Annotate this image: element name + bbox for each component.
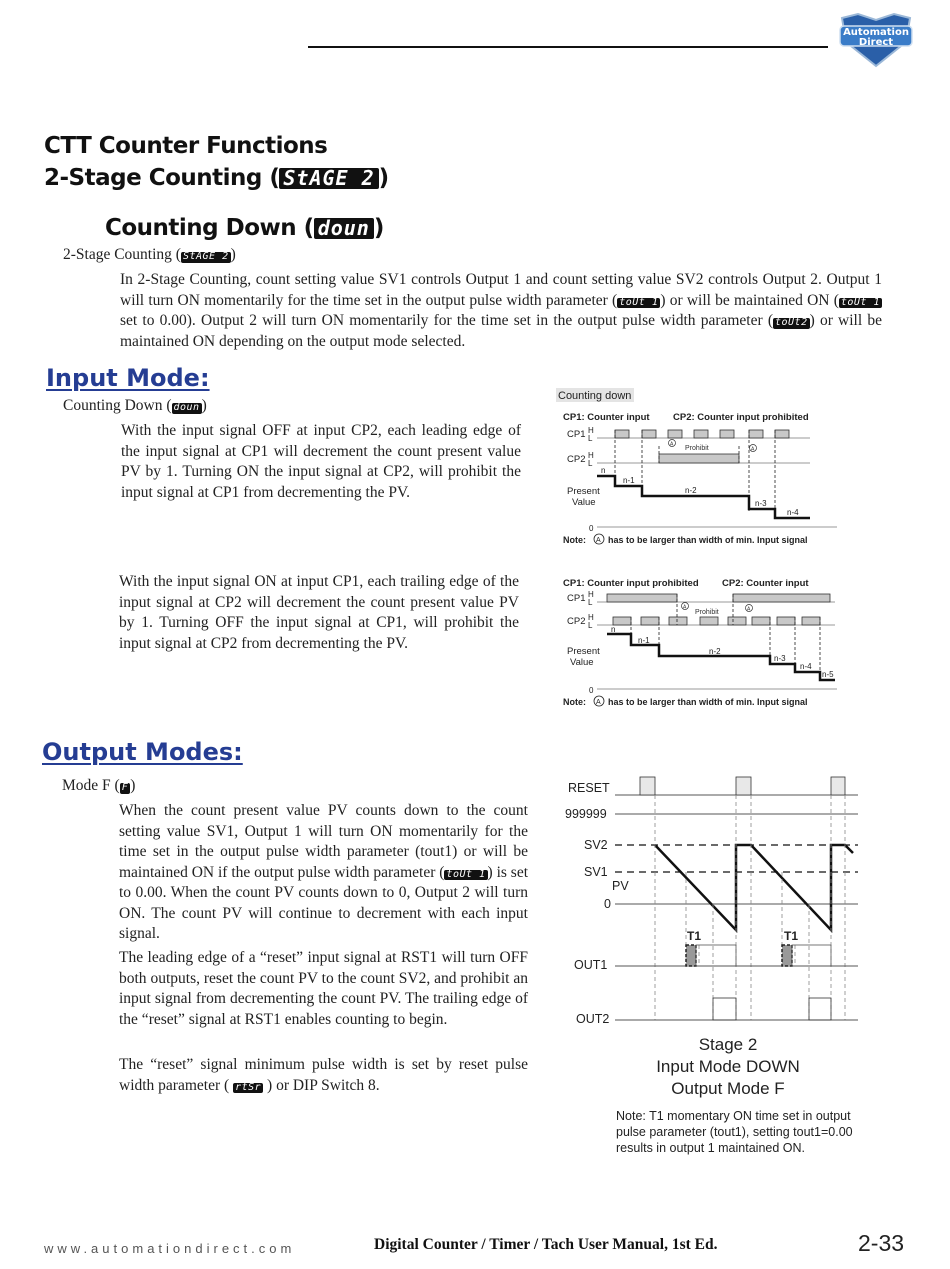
diagram2-hdr1: CP1: Counter input prohibited [563,578,699,589]
output-para1b: ) is set to 0.00. When the count PV counts down to 0, Output 2 will turn ON. The count PV will continue to decrement with each input signal. [119,863,529,942]
diagram2-zero: 0 [589,686,594,695]
caption-output-mode: Output Mode F [671,1079,785,1098]
diagram3-max: 999999 [565,807,607,821]
input-mode-heading: Input Mode: [46,364,210,392]
diagram3-t1-b: T1 [784,929,799,943]
output-para2: The leading edge of a “reset” input signal at RST1 will turn OFF both outputs, reset the count PV to the count SV2, and prohibit an input signal from decrementing the count PV. The trailing edge of the “reset” signal at RST1 enables counting to begin. [119,949,528,1028]
automationdirect-logo [838,12,914,68]
caption-input-mode: Input Mode DOWN [656,1057,800,1076]
diagram2-n3: n-3 [774,654,786,663]
intro-p4: ) or will be maintained ON depending on the output mode selected. [120,312,882,350]
diagram1-a1: A [670,441,674,448]
diagram2-note-text: has to be larger than width of min. Input signal [608,697,808,707]
rtsr-lcd: rtSr [235,1081,262,1093]
mode-f-lcd: F [121,782,129,793]
diagram1-cp1-l: L [588,434,593,443]
diagram3-sv1: SV1 [584,865,608,879]
diagram1-hdr2: CP2: Counter input prohibited [673,412,809,423]
intro-p3: set to 0.00). Output 2 will turn ON momentarily for the time set in the output pulse width parameter ( [120,312,773,329]
diagram1-n3: n-3 [755,499,767,508]
output-para1 [119,801,528,945]
intro-label-text: 2-Stage Counting ( [63,246,181,263]
intro-label-close: ) [230,246,236,263]
diagram2-n4: n-4 [800,662,812,671]
diagram2-prohibit: Prohibit [695,609,719,616]
diagram2-a1: A [683,604,687,611]
diagram1-cp2-h: H [588,451,594,460]
diagram2-n1: n-1 [638,636,650,645]
diagram1-cp1-h: H [588,426,594,435]
diagram2-n5: n-5 [822,670,834,679]
counting-down-diagram-2 [555,572,845,714]
output-para1a: When the count present value PV counts down to the count setting value SV1, Output 1 will turn ON momentarily for the time set in the output pulse width parameter (tout1) or will be maintained ON if the output pulse width parameter ( [119,802,528,881]
output-mode-f-diagram [560,770,860,1028]
diagram3-t1-a: T1 [687,929,702,943]
footer-title: Digital Counter / Timer / Tach User Manual, 1st Ed. [374,1236,718,1253]
diagram1-n: n [601,466,606,475]
diagram2-n: n [611,625,616,634]
diagram2-present: Present [567,646,600,657]
diagram2-cp2: CP2 [567,616,586,627]
diagram3-zero: 0 [604,897,611,911]
diagram1-zero: 0 [589,524,594,533]
diagram3-out2: OUT2 [576,1012,610,1026]
footer-url[interactable]: www.automationdirect.com [44,1241,296,1256]
input-mode-label [63,397,207,415]
diagram2-cp1-h: H [588,590,594,599]
title-line2 [44,165,389,191]
mode-f-label-text: Mode F ( [62,777,120,794]
diagram2-value: Value [570,657,594,668]
diagram3-pv: PV [612,879,629,893]
output-para3a: The “reset” signal minimum pulse width is set by reset pulse width parameter ( [119,1056,528,1094]
diagram1-present: Present [567,486,600,497]
intro-label-lcd: StAGE 2 [182,251,229,262]
tout1-lcd: toUt 1 [619,296,659,308]
diagram1-note-a: A [596,537,601,544]
diagram3-reset: RESET [568,781,610,795]
input-mode-label-text: Counting Down ( [63,397,172,414]
diagram2-a2: A [747,606,751,613]
diagram1-n2: n-2 [685,486,697,495]
input-mode-para2: With the input signal ON at input CP1, each trailing edge of the input signal at CP2 will decrement the count present value PV by 1. Turning OFF the input signal at CP1, will prohibit the input signal at CP2 from decrementing the PV. [119,573,519,652]
svg-text:Direct: Direct [858,37,894,48]
diagram2-cp2-h: H [588,613,594,622]
diagram2-cp1-l: L [588,598,593,607]
diagram1-hdr1: CP1: Counter input [563,412,650,423]
subtitle-close: ) [373,215,384,241]
counting-down-diagram-1 [555,386,845,548]
diagram1-cp2: CP2 [567,454,586,465]
input-mode-label-close: ) [201,397,207,414]
diagram1-n1: n-1 [623,476,635,485]
title-close: ) [378,165,389,191]
intro-paragraph [120,270,882,352]
diagram3-note: Note: T1 momentary ON time set in output pulse parameter (tout1), setting tout1=0.00 results in output 1 maintained ON. [616,1109,853,1155]
diagram1-title: Counting down [558,390,632,402]
diagram2-note-a: A [596,699,601,706]
diagram1-cp2-l: L [588,459,593,468]
diagram1-value: Value [572,497,596,508]
intro-p1: In 2-Stage Counting, count setting value SV1 controls Output 1 and count setting value SV2 controls Output 2. Output 1 will turn ON momentarily for the time set in the output pulse width parameter ( [120,271,882,309]
diagram3-caption [600,1034,856,1100]
diagram3-sv2: SV2 [584,838,608,852]
output-para3b: ) or DIP Switch 8. [263,1076,380,1094]
output-tout1-lcd: toUt 1 [446,868,486,880]
diagram2-n2: n-2 [709,647,721,656]
mode-f-label [62,777,135,795]
diagram2-cp2-l: L [588,621,593,630]
diagram1-note-text: has to be larger than width of min. Input signal [608,535,808,545]
intro-p2: ) or will be maintained ON ( [660,291,839,309]
title-line1: CTT Counter Functions [44,133,328,159]
subtitle [105,215,384,241]
tout1-lcd-2: toUt 1 [840,296,880,308]
diagram2-cp1: CP1 [567,593,586,604]
caption-stage: Stage 2 [698,1035,758,1054]
tout2-lcd: toUt2 [775,317,808,328]
header-rule [308,46,828,48]
down-lcd: doun [314,218,374,239]
title-line2-text: 2-Stage Counting ( [44,165,280,191]
input-mode-para1: With the input signal OFF at input CP2, each leading edge of the input signal at CP1 will decrement the count present value PV by 1. Turning ON the input signal at CP2, will prohibit the input signal at CP1 from decrementing the PV. [121,422,521,501]
stage2-lcd: StAGE 2 [279,168,378,189]
diagram2-hdr2: CP2: Counter input [722,578,809,589]
svg-text:Automation: Automation [843,27,909,38]
page-title [44,133,389,191]
diagram1-n4: n-4 [787,508,799,517]
diagram1-cp1: CP1 [567,429,586,440]
diagram1-prohibit: Prohibit [685,445,709,452]
mode-f-label-close: ) [130,777,136,794]
input-mode-lcd: doun [173,402,200,413]
subtitle-text: Counting Down ( [105,215,314,241]
diagram2-note-label: Note: [563,697,586,707]
diagram1-note-label: Note: [563,535,586,545]
output-para3 [119,1055,528,1096]
diagram3-out1: OUT1 [574,958,608,972]
diagram1-a2: A [751,446,755,453]
output-modes-heading: Output Modes: [42,738,243,766]
page-number: 2-33 [858,1230,905,1256]
intro-label [63,246,236,264]
